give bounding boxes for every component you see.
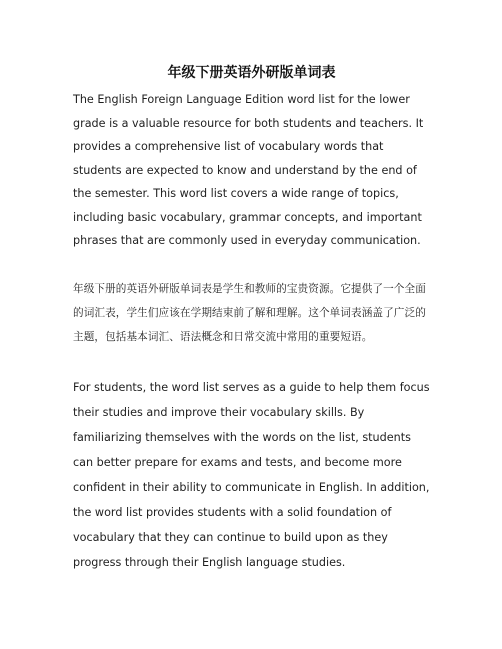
paragraph-chinese-translation: 年级下册的英语外研版单词表是学生和教师的宝贵资源。它提供了一个全面的词汇表，学生们应该在学期结束前了解和理解。这个单词表涵盖了广泛的主题，包括基本词汇、语法概念和日常交流中常用的重要短语。 — [73, 282, 426, 343]
paragraph-english-students: For students, the word list serves as a guide to help them focus their studies and improve their vocabulary skills. By familiarizing themselves with the words on the list, students can better prepare for exams and tests, and become more confident in their ability to communicate in English. In addition, the word list provides students with a solid foundation of vocabulary that they can continue to build upon as they progress through their English language studies. — [73, 380, 430, 569]
paragraph-english-intro: The English Foreign Language Edition word list for the lower grade is a valuable resource for both students and teachers. It provides a comprehensive list of vocabulary words that students are expected to know and understand by the end of the semester. This word list covers a wide range of topics, including basic vocabulary, grammar concepts, and important phrases that are commonly used in everyday communication. — [73, 93, 424, 247]
document-title: 年级下册英语外研版单词表 — [167, 65, 336, 81]
